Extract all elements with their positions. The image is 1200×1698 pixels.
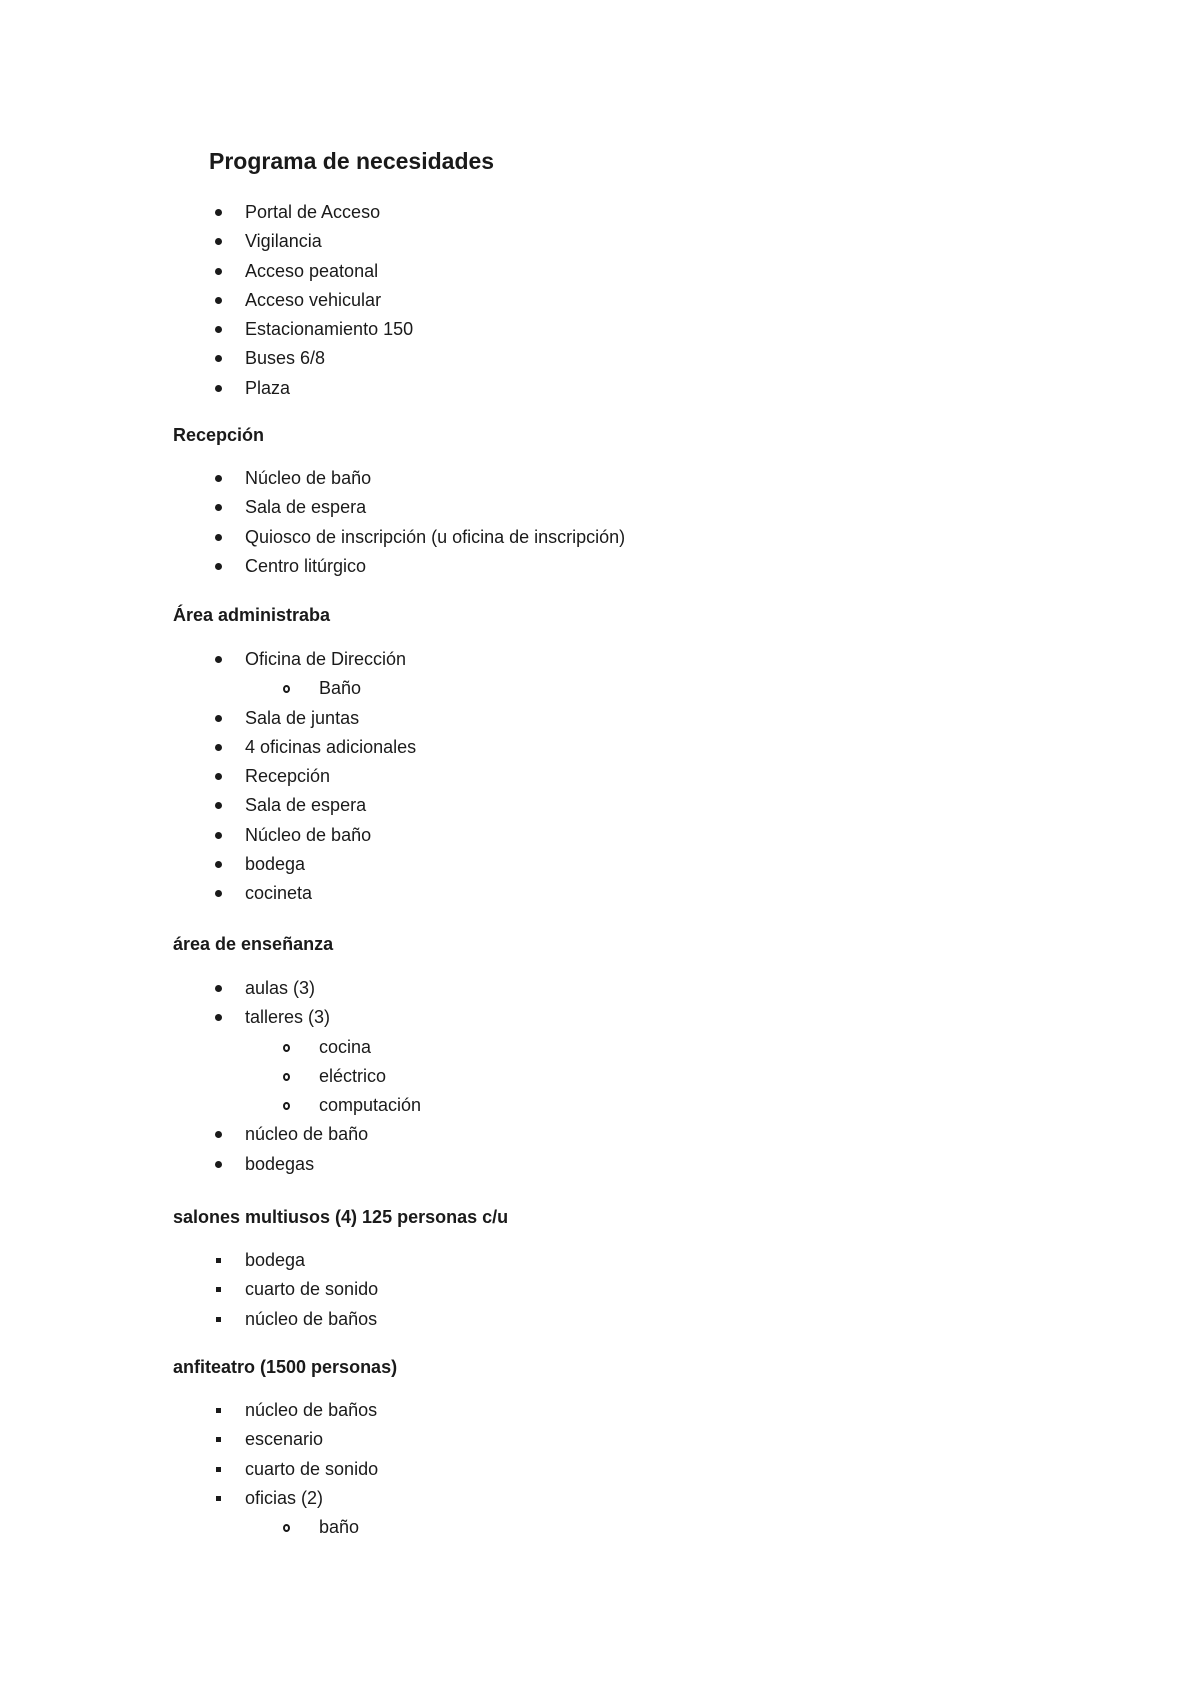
bullet-icon	[215, 832, 222, 839]
bullet-icon	[215, 297, 222, 304]
section-heading-salones-multiusos: salones multiusos (4) 125 personas c/u	[173, 1207, 509, 1227]
document-title: Programa de necesidades	[209, 148, 495, 174]
circle-bullet-icon	[283, 1073, 290, 1081]
section-heading-area-administrativa: Área administraba	[173, 605, 331, 625]
square-bullet-icon	[216, 1467, 221, 1472]
bullet-icon	[215, 773, 222, 780]
bullet-icon	[215, 715, 222, 722]
bullet-icon	[215, 1161, 222, 1168]
bullet-icon	[215, 802, 222, 809]
section-heading-area-ensenanza: área de enseñanza	[173, 934, 334, 954]
bullet-icon	[215, 1131, 222, 1138]
circle-bullet-icon	[283, 1524, 290, 1532]
bullet-icon	[215, 534, 222, 541]
square-bullet-icon	[216, 1317, 221, 1322]
circle-bullet-icon	[283, 1102, 290, 1110]
document-page: Programa de necesidades Portal de Acceso Vigilancia Acceso peatonal Acceso vehicular Estacionamiento 150 Buses 6/8 Plaza Recepción Núcleo de baño Sala de espera Quiosco de inscripción (u oficina de inscripción) Centro litúrgico Área administraba Oficina de Dirección Baño Sala de juntas 4 oficinas adicionales Recepción Sala de espera Núcleo de baño bodega cocineta área de enseñanza aulas (3) talleres (3) cocina eléctrico computación núcleo de baño bodegas salones multiusos (4) 125 personas c/u bodega cuarto de sonido núcleo de baños anfiteatro (1500 personas) núcleo de baños escenario cuarto de sonido oficias (2) baño	[173, 148, 626, 1538]
bullet-icon	[215, 1014, 222, 1021]
square-bullet-icon	[216, 1437, 221, 1442]
bullet-icon	[215, 355, 222, 362]
bullet-icon	[215, 890, 222, 897]
bullet-icon	[215, 475, 222, 482]
bullet-icon	[215, 238, 222, 245]
square-bullet-icon	[216, 1408, 221, 1413]
bullet-icon	[215, 326, 222, 333]
square-bullet-icon	[216, 1496, 221, 1501]
bullet-icon	[215, 209, 222, 216]
bullet-icon	[215, 861, 222, 868]
bullet-icon	[215, 744, 222, 751]
circle-bullet-icon	[283, 1044, 290, 1052]
square-bullet-icon	[216, 1287, 221, 1292]
bullet-icon	[215, 268, 222, 275]
bullet-icon	[215, 504, 222, 511]
square-bullet-icon	[216, 1258, 221, 1263]
section-heading-recepcion: Recepción	[173, 425, 265, 445]
bullet-icon	[215, 385, 222, 392]
bullet-icon	[215, 985, 222, 992]
circle-bullet-icon	[283, 685, 290, 693]
bullet-icon	[215, 563, 222, 570]
section-heading-anfiteatro: anfiteatro (1500 personas)	[173, 1357, 398, 1377]
bullet-icon	[215, 656, 222, 663]
